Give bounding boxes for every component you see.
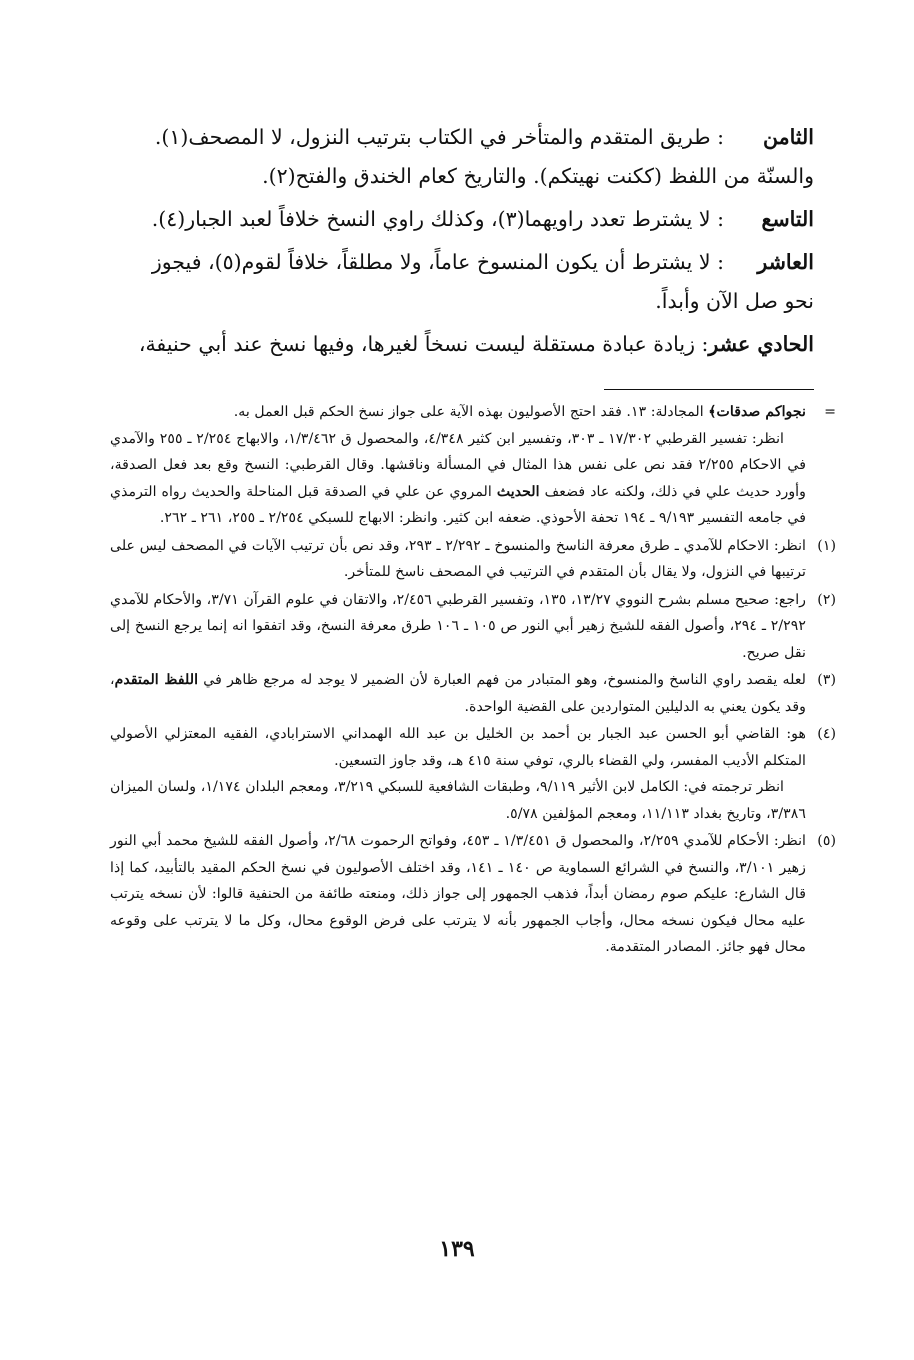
item-term: التاسع (761, 207, 814, 231)
footnote-text: انظر: الاحكام للآمدي ـ طرق معرفة الناسخ والمنسوخ ـ ٢/٢٩٢ ـ ٢٩٣، وقد نص بأن ترتيب الآيات في المصحف ليس على ترتيبها في النزول، ولا يقال بأن المتقدم في الترتيب في المصحف ناسخ للمتأخر. (110, 537, 806, 580)
footnote-3 (110, 667, 836, 720)
footnote-line (110, 667, 806, 720)
list-item-eleventh (114, 325, 814, 364)
footnote-4 (110, 721, 836, 827)
item-separator: : (710, 207, 724, 231)
footnote-1 (110, 533, 836, 586)
footnote-5 (110, 828, 836, 961)
list-item-ninth (114, 200, 814, 239)
item-term: الثامن (763, 125, 814, 149)
footnote-continued (110, 399, 836, 532)
footnote-mark: (٥) (817, 833, 836, 849)
item-text: زيادة عبادة مستقلة ليست نسخاً لغيرها، وفيها نسخ عند أبي حنيفة، (138, 332, 695, 356)
item-text: طريق المتقدم والمتأخر في الكتاب بترتيب النزول، لا المصحف(١). (154, 125, 711, 149)
footnote-paragraph (110, 426, 806, 532)
item-text: لا يشترط أن يكون المنسوخ عاماً، ولا مطلقاً، خلافاً لقوم(٥)، فيجوز (151, 250, 711, 274)
footnote-mark: = (824, 404, 836, 420)
footnote-paragraph: انظر ترجمته في: الكامل لابن الأثير ٩/١١٩، وطبقات الشافعية للسبكي ٣/٢١٩، ومعجم البلدان ١/١٧٤، ولسان الميزان ٣/٣٨٦، وتاريخ بغداد ١١/١١٣، ومعجم المؤلفين ٥/٧٨. (110, 779, 806, 822)
footnote-text: راجع: صحيح مسلم بشرح النووي ١٣/٢٧، ١٣٥، وتفسير القرطبي ٢/٤٥٦، والاتقان في علوم القرآن ٣/٧١، والأحكام للآمدي ٢/٢٩٢ ـ ٢٩٤، وأصول الفقه للشيخ زهير أبي النور ص ١٠٥ ـ ١٠٦ طرق معرفة النسخ، وقد اتفقوا انه إنما يرجع النسخ إلى نقل صريح. (110, 591, 807, 661)
item-separator: : (710, 125, 724, 149)
footnote-text: هو: القاضي أبو الحسن عبد الجبار بن أحمد بن الخليل بن عبد الله الهمداني الاسترابادي، الفقيه المعتزلي الأصولي المتكلم الأديب المفسر، ولي القضاء بالري، توفي سنة ٤١٥ هـ، وقد جاوز التسعين. (110, 726, 806, 769)
main-text (114, 118, 814, 368)
footnote-mark: (١) (817, 537, 836, 554)
page-number: ١٣٩ (439, 1236, 475, 1262)
item-text: لا يشترط تعدد راويهما(٣)، وكذلك راوي النسخ خلافاً لعبد الجبار(٤). (151, 207, 711, 231)
list-item-tenth (114, 243, 814, 321)
item-term: العاشر (757, 250, 814, 274)
footnote-mark: (٣) (817, 672, 836, 688)
footnote-bold-mid: الحديث (496, 483, 540, 500)
footnote-text: المجادلة: ١٣. فقد احتج الأصوليون بهذه الآية على جواز نسخ الحكم قبل العمل به. (233, 404, 709, 420)
footnote-mark: (٤) (817, 726, 836, 742)
list-item-eighth (114, 118, 814, 196)
footnote-text: لعله يقصد راوي الناسخ والمنسوخ، وهو المتبادر من فهم العبارة لأن الضمير لا يوجد له مرجع ظاهر في (203, 672, 806, 688)
footnote-divider (604, 389, 814, 390)
item-term: الحادي عشر (708, 332, 814, 356)
item-continuation: نحو صل الآن وأبداً. (655, 289, 814, 313)
footnotes (110, 399, 836, 962)
item-separator: : (710, 250, 724, 274)
footnote-bold-lead: نجواكم صدقات﴾ (708, 404, 806, 420)
item-separator: : (694, 332, 709, 356)
footnote-text: انظر: الأحكام للآمدي ٢/٢٥٩، والمحصول ق ١/٣/٤٥١ ـ ٤٥٣، وفواتح الرحموت ٢/٦٨، وأصول الفقه للشيخ محمد أبي النور زهير ٣/١٠١، والنسخ في الشرائع السماوية ص ١٤٠ ـ ١٤١، وقد اختلف الأصوليون في نسخ الحكم المقيد بالتأبيد، كما إذا قال الشارع: عليكم صوم رمضان أبداً، فذهب الجمهور إلى جواز ذلك، ومنعته طائفة من الحنفية قالوا: لأن نسخه يترتب عليه محال فيكون نسخه محال، وأجاب الجمهور بأنه لا يترتب على فرض الوقوع محال، وكل ما لا يترتب على وقوعه محال فهو جائز. المصادر المتقدمة. (110, 833, 807, 955)
footnote-mark: (٢) (817, 591, 836, 608)
footnote-bold-tail: اللفظ المتقدم (114, 672, 199, 688)
footnote-text: المروي عن علي في الصدقة قبل المناحلة والحديث رواه الترمذي في جامعه التفسير ٩/١٩٣ ـ ١٩٤ تحفة الأحوذي. ضعفه ابن كثير. وانظر: الابهاج للسبكي ٢/٢٥٤ ـ ٢٥٥، ٢٦١ ـ ٢٦٢. (110, 483, 806, 526)
footnote-text: ، وقد يكون يعني به الدليلين المتواردين على القضية الواحدة. (110, 672, 806, 715)
footnote-text: انظر: تفسير القرطبي ١٧/٣٠٢ ـ ٣٠٣، وتفسير ابن كثير ٤/٣٤٨، والمحصول ق ١/٣/٤٦٢، والابهاج ٢/٢٥٤ ـ ٢٥٥ والآمدي في الاحكام ٢/٢٥٥ فقد نص على نفس هذا المثال في المسألة وناقشها. وقال القرطبي: النسخ وقع بعد فعل الصدقة، وأورد حديث علي في ذلك، ولكنه عاد فضعف (110, 430, 807, 500)
footnote-line (110, 399, 806, 426)
footnote-2 (110, 587, 836, 667)
item-continuation: والسنّة من اللفظ (ككنت نهيتكم). والتاريخ كعام الخندق والفتح(٢). (262, 164, 814, 188)
